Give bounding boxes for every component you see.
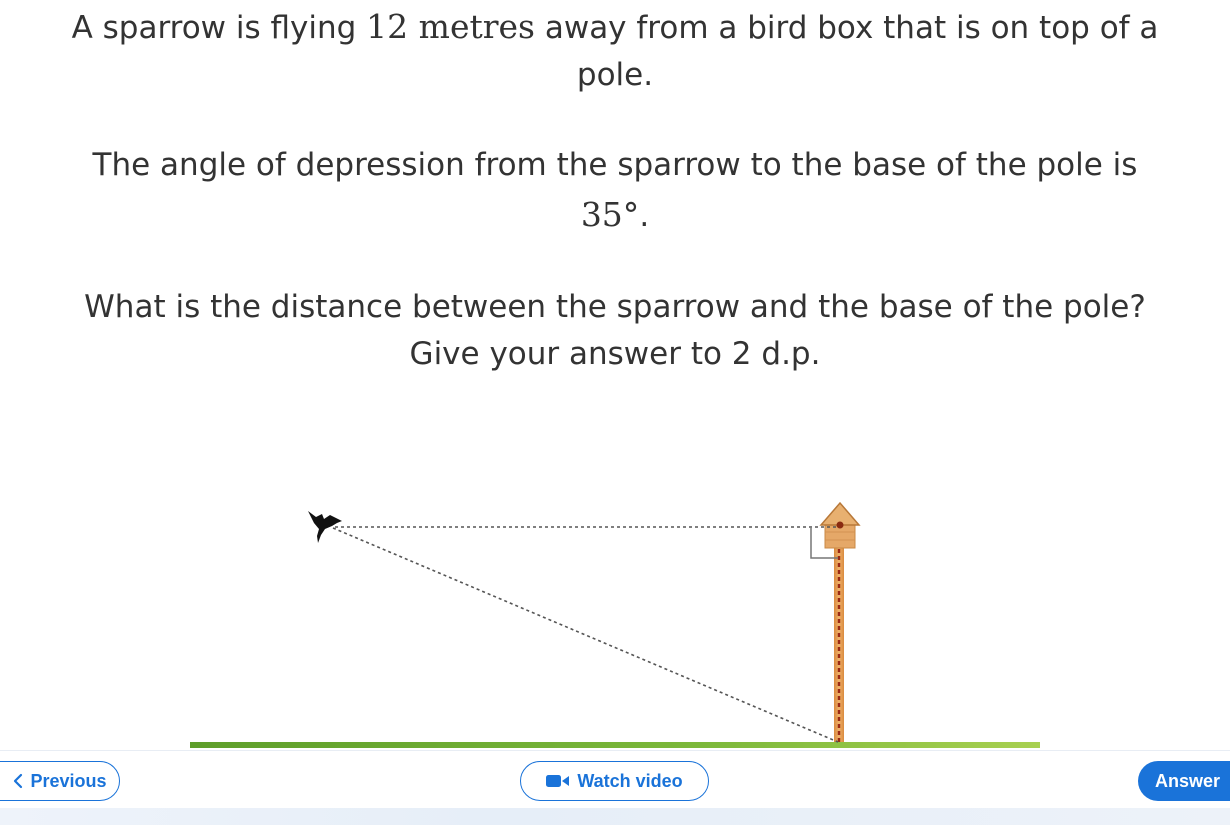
distance-unit: metres xyxy=(408,7,535,46)
question-line-4: 35°. xyxy=(580,195,650,234)
distance-value: 12 xyxy=(366,7,409,46)
question-line-6: Give your answer to 2 d.p. xyxy=(409,336,821,372)
answer-label: Answer xyxy=(1155,770,1221,791)
bird-box-icon xyxy=(821,503,859,548)
question-line-5: What is the distance between the sparrow and the base of the pole? xyxy=(84,289,1146,325)
angle-value: 35° xyxy=(580,195,640,234)
diagonal-line xyxy=(333,528,838,742)
ground xyxy=(190,742,1040,748)
watch-video-label: Watch video xyxy=(577,770,683,791)
question-line-2: pole. xyxy=(576,57,654,93)
question-line-1: A sparrow is flying 12 metres away from a bird box that is on top of a xyxy=(71,7,1159,46)
previous-label: Previous xyxy=(30,770,107,791)
video-camera-icon xyxy=(546,774,570,788)
bottom-strip xyxy=(0,808,1230,825)
answer-button[interactable] xyxy=(1138,761,1230,801)
chevron-left-icon xyxy=(13,773,23,789)
previous-button[interactable] xyxy=(0,761,120,801)
watch-video-button[interactable] xyxy=(520,761,709,801)
question-line-3: The angle of depression from the sparrow to the base of the pole is xyxy=(92,147,1138,183)
